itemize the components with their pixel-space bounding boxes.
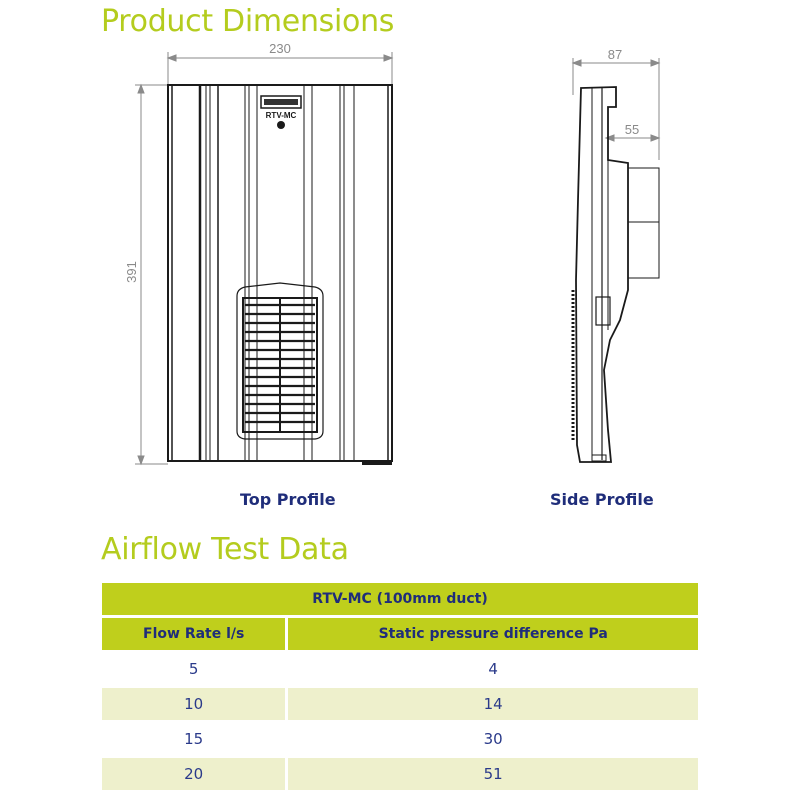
column-header-flow-rate: Flow Rate l/s [102,618,288,650]
fixing-hole-icon [277,121,285,129]
table-row [102,758,698,790]
flow-rate-cell: 20 [102,758,288,790]
airflow-test-data-title: Airflow Test Data [101,532,349,567]
vent-grille [237,283,323,439]
flow-rate-cell: 10 [102,688,288,720]
height-dimension-label: 391 [124,261,139,283]
table-row [102,723,698,755]
model-label: RTV-MC [265,111,297,120]
width-dimension [168,52,392,85]
table-row [102,688,698,720]
pressure-cell: 30 [483,730,503,748]
product-dimensions-title: Product Dimensions [101,4,395,39]
height-dimension [135,85,168,464]
pressure-cell: 51 [288,758,698,790]
pressure-cell: 14 [288,688,698,720]
flow-rate-cell: 15 [102,723,288,755]
flow-rate-cell: 5 [102,653,288,685]
airflow-table [102,580,698,793]
pressure-cell: 4 [488,660,498,678]
table-caption: RTV-MC (100mm duct) [102,583,698,615]
column-header-static-pressure: Static pressure difference Pa [288,618,698,650]
top-profile-caption: Top Profile [240,490,336,509]
depth-dimension-label: 87 [607,47,623,62]
width-dimension-label: 230 [269,41,291,56]
table-row [102,653,698,685]
side-profile-drawing [573,87,659,462]
spigot-dimension-label: 55 [624,122,640,137]
side-profile-caption: Side Profile [550,490,654,509]
depth-dimension [573,58,659,160]
